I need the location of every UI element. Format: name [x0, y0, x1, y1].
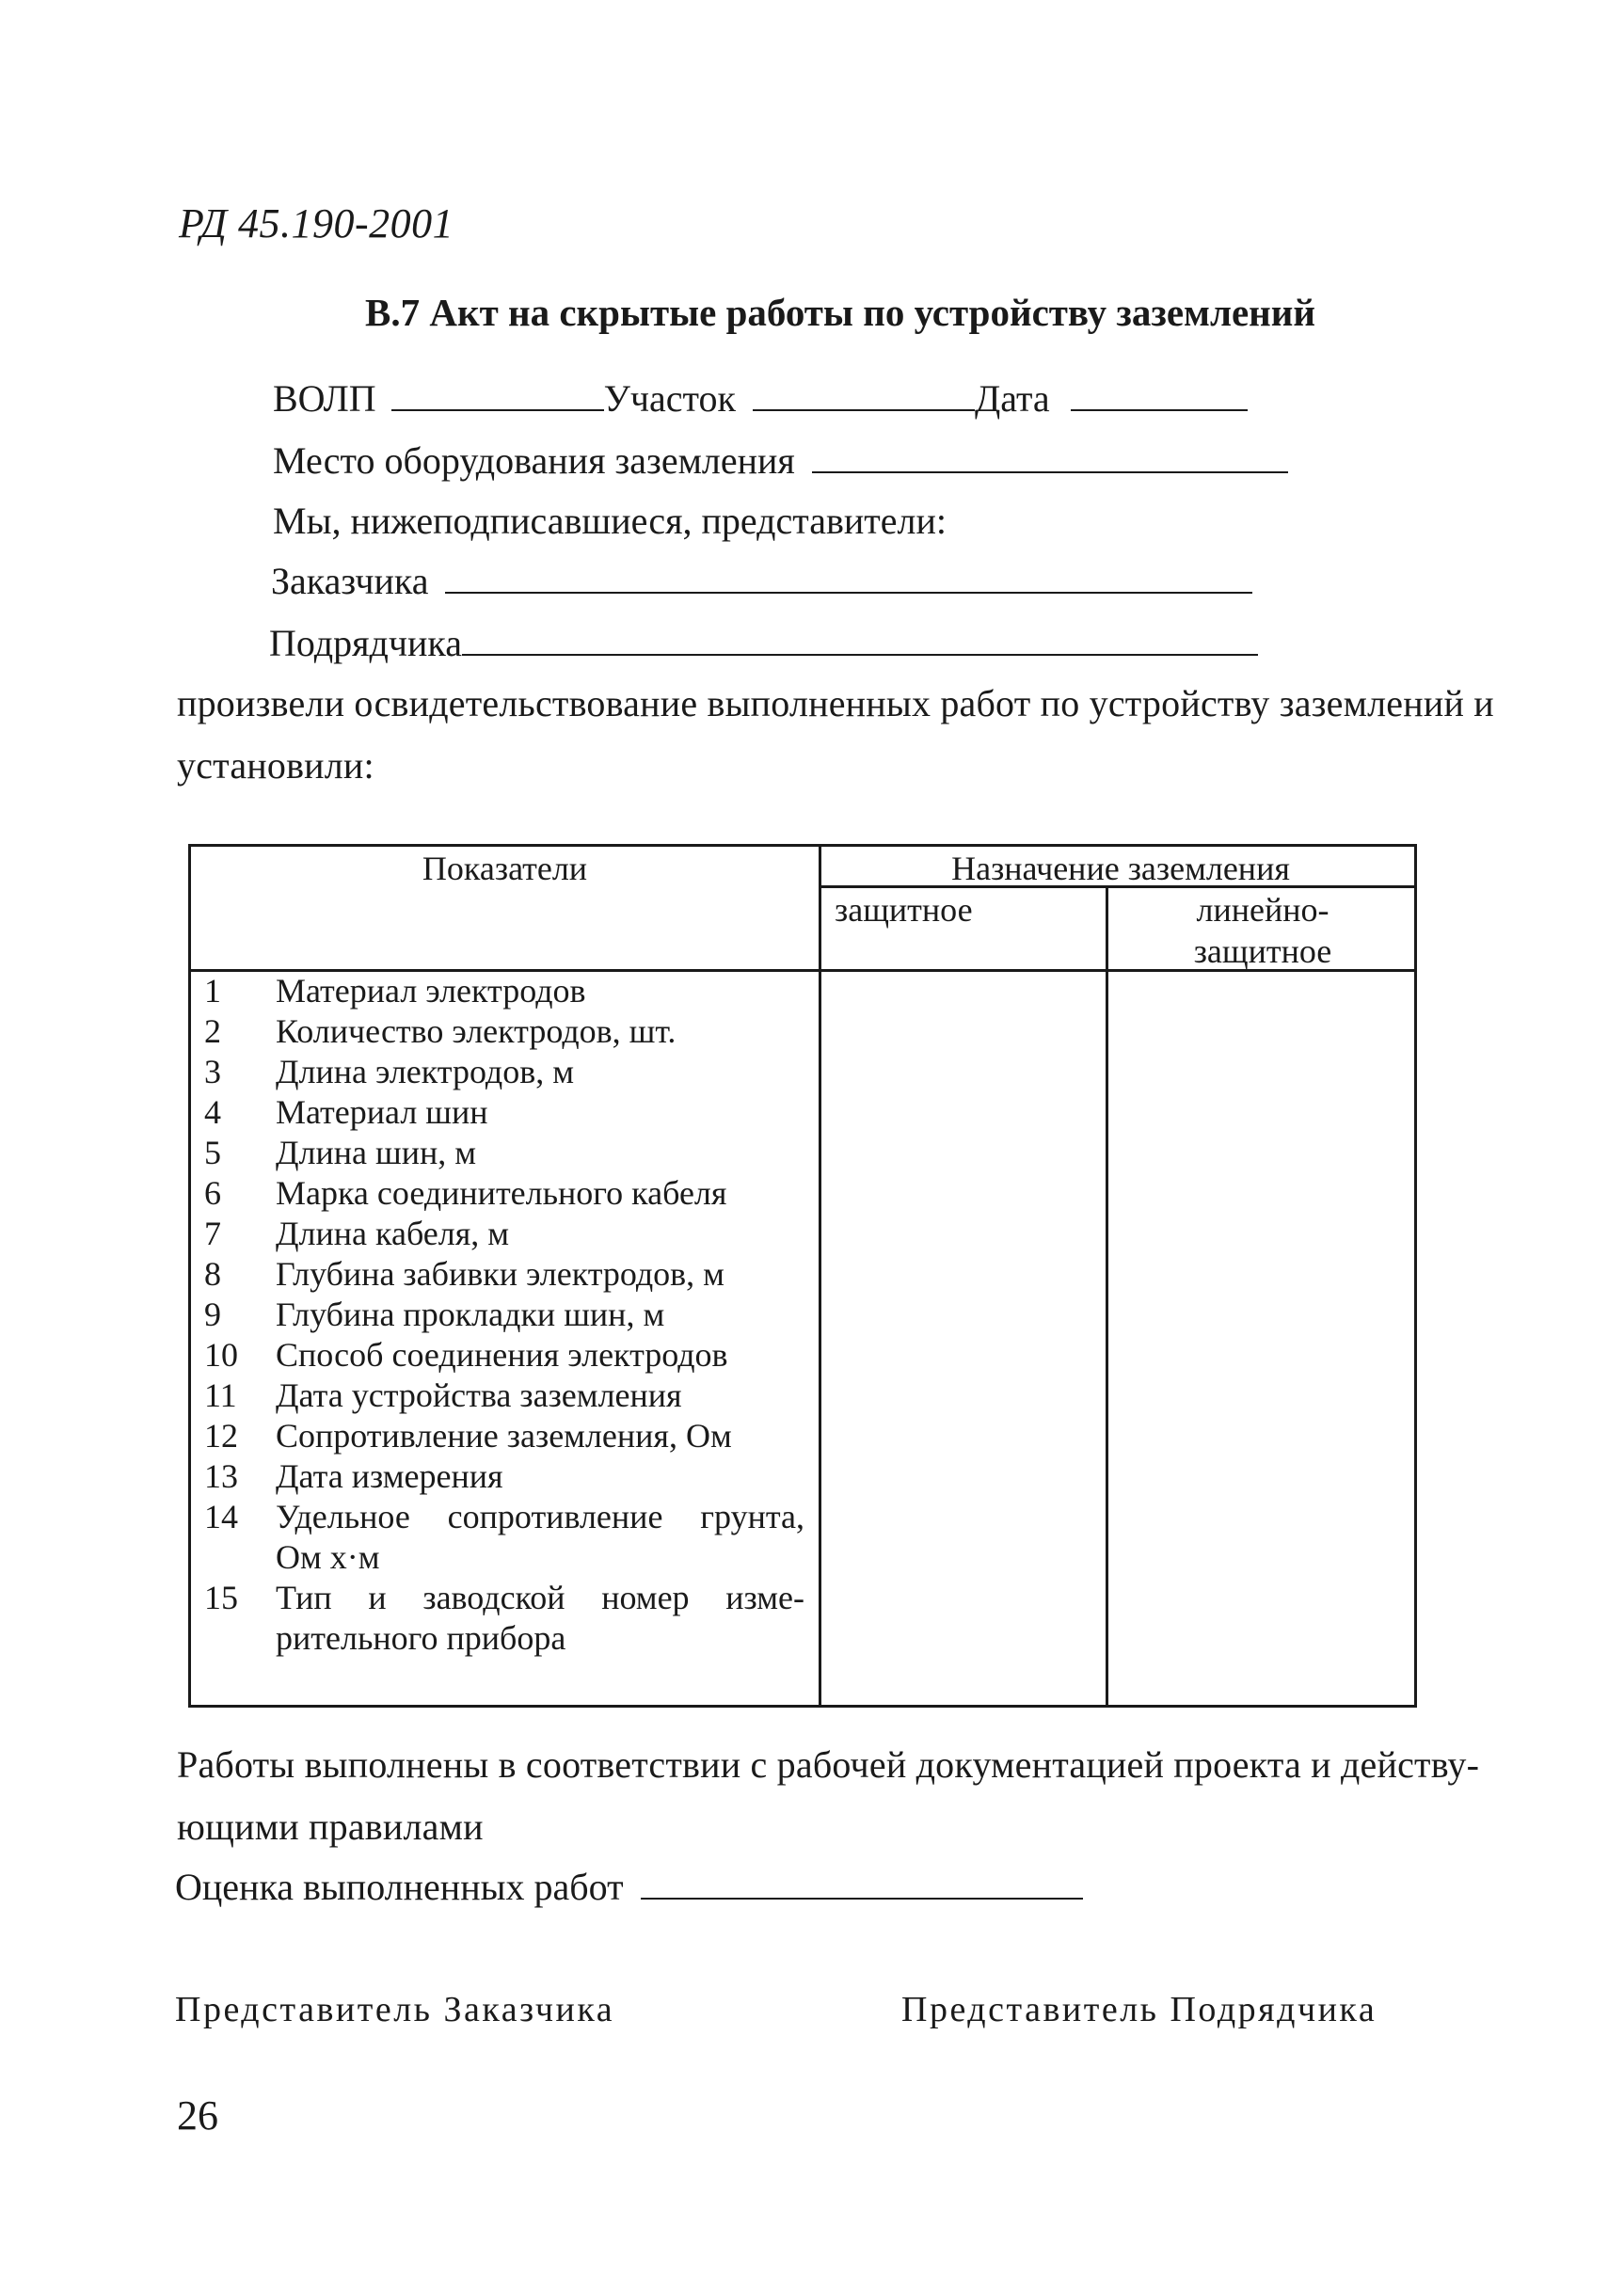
row-label: Глубина прокладки шин, м — [276, 1296, 665, 1333]
volp-field[interactable] — [391, 408, 604, 411]
row-label: Способ соединения электродов — [276, 1336, 728, 1374]
row-number: 8 — [204, 1255, 221, 1293]
header-line-protective-1: линейно- — [1196, 891, 1329, 929]
row-label: Дата устройства заземления — [276, 1376, 682, 1414]
date-field[interactable] — [1071, 408, 1248, 411]
row-number: 6 — [204, 1174, 221, 1212]
date-label: Дата — [974, 377, 1050, 420]
row-label: Удельное сопротивление грунта, — [276, 1498, 804, 1535]
section-field[interactable] — [753, 408, 975, 411]
conclusion-line-1: Работы выполнены в соответствии с рабочей документацией проекта и действу- — [177, 1743, 1480, 1786]
intro-line-2: установили: — [177, 744, 374, 787]
evaluation-label: Оценка выполненных работ — [175, 1866, 624, 1908]
customer-representative: Представитель Заказчика — [175, 1990, 615, 2029]
customer-label: Заказчика — [271, 560, 429, 602]
row-number: 15 — [204, 1579, 238, 1616]
row-label: Глубина забивки электродов, м — [276, 1255, 724, 1293]
row-label: Длина электродов, м — [276, 1053, 575, 1090]
row-label: Дата измерения — [276, 1457, 503, 1495]
row-label: Материал электродов — [276, 972, 586, 1010]
row-label: Сопротивление заземления, Ом — [276, 1417, 732, 1455]
contractor-label: Подрядчика — [269, 622, 462, 664]
table-divider-indicators — [819, 847, 821, 1705]
conclusion-line-2: ющими правилами — [177, 1805, 484, 1848]
evaluation-line — [175, 1865, 1083, 1909]
row-label: Материал шин — [276, 1093, 488, 1131]
contractor-representative: Представитель Подрядчика — [901, 1990, 1377, 2029]
evaluation-field[interactable] — [641, 1897, 1083, 1900]
row-number: 4 — [204, 1093, 221, 1131]
form-line-location — [273, 438, 1288, 483]
header-purpose: Назначение заземления — [951, 850, 1290, 887]
row-label: Тип и заводской номер изме- — [276, 1579, 804, 1616]
row-number: 2 — [204, 1012, 221, 1050]
row-number: 1 — [204, 972, 221, 1010]
header-protective: защитное — [835, 891, 973, 929]
section-label: Участок — [603, 377, 736, 420]
location-label: Место оборудования заземления — [273, 439, 795, 482]
document-code: РД 45.190-2001 — [179, 200, 454, 246]
row-label: Марка соединительного кабеля — [276, 1174, 727, 1212]
page-number: 26 — [177, 2092, 218, 2139]
row-label: Количество электродов, шт. — [276, 1012, 677, 1050]
row-label-continuation: Ом х·м — [276, 1538, 380, 1576]
row-number: 11 — [204, 1376, 237, 1414]
table-divider-subcolumns — [1106, 885, 1108, 1705]
act-title: В.7 Акт на скрытые работы по устройству заземлений — [365, 291, 1316, 334]
contractor-field[interactable] — [462, 653, 1258, 656]
row-number: 7 — [204, 1215, 221, 1252]
row-number: 13 — [204, 1457, 238, 1495]
row-number: 10 — [204, 1336, 238, 1374]
customer-field[interactable] — [445, 591, 1252, 594]
form-line-contractor — [269, 621, 1258, 665]
row-label: Длина шин, м — [276, 1134, 477, 1171]
form-line-volp — [273, 376, 1248, 421]
row-number: 12 — [204, 1417, 238, 1455]
row-number: 9 — [204, 1296, 221, 1333]
row-label-continuation: рительного прибора — [276, 1619, 566, 1657]
row-label: Длина кабеля, м — [276, 1215, 510, 1252]
header-line-protective-2: защитное — [1193, 932, 1332, 970]
row-number: 5 — [204, 1134, 221, 1171]
row-number: 3 — [204, 1053, 221, 1090]
volp-label: ВОЛП — [273, 377, 376, 420]
intro-line-1: произвели освидетельствование выполненных работ по устройству заземлений и — [177, 682, 1494, 724]
we-statement: Мы, нижеподписавшиеся, представители: — [273, 500, 947, 542]
header-indicators: Показатели — [422, 850, 588, 887]
location-field[interactable] — [812, 470, 1288, 473]
form-line-customer — [271, 559, 1252, 603]
grounding-table — [188, 844, 1417, 1708]
row-number: 14 — [204, 1498, 238, 1535]
